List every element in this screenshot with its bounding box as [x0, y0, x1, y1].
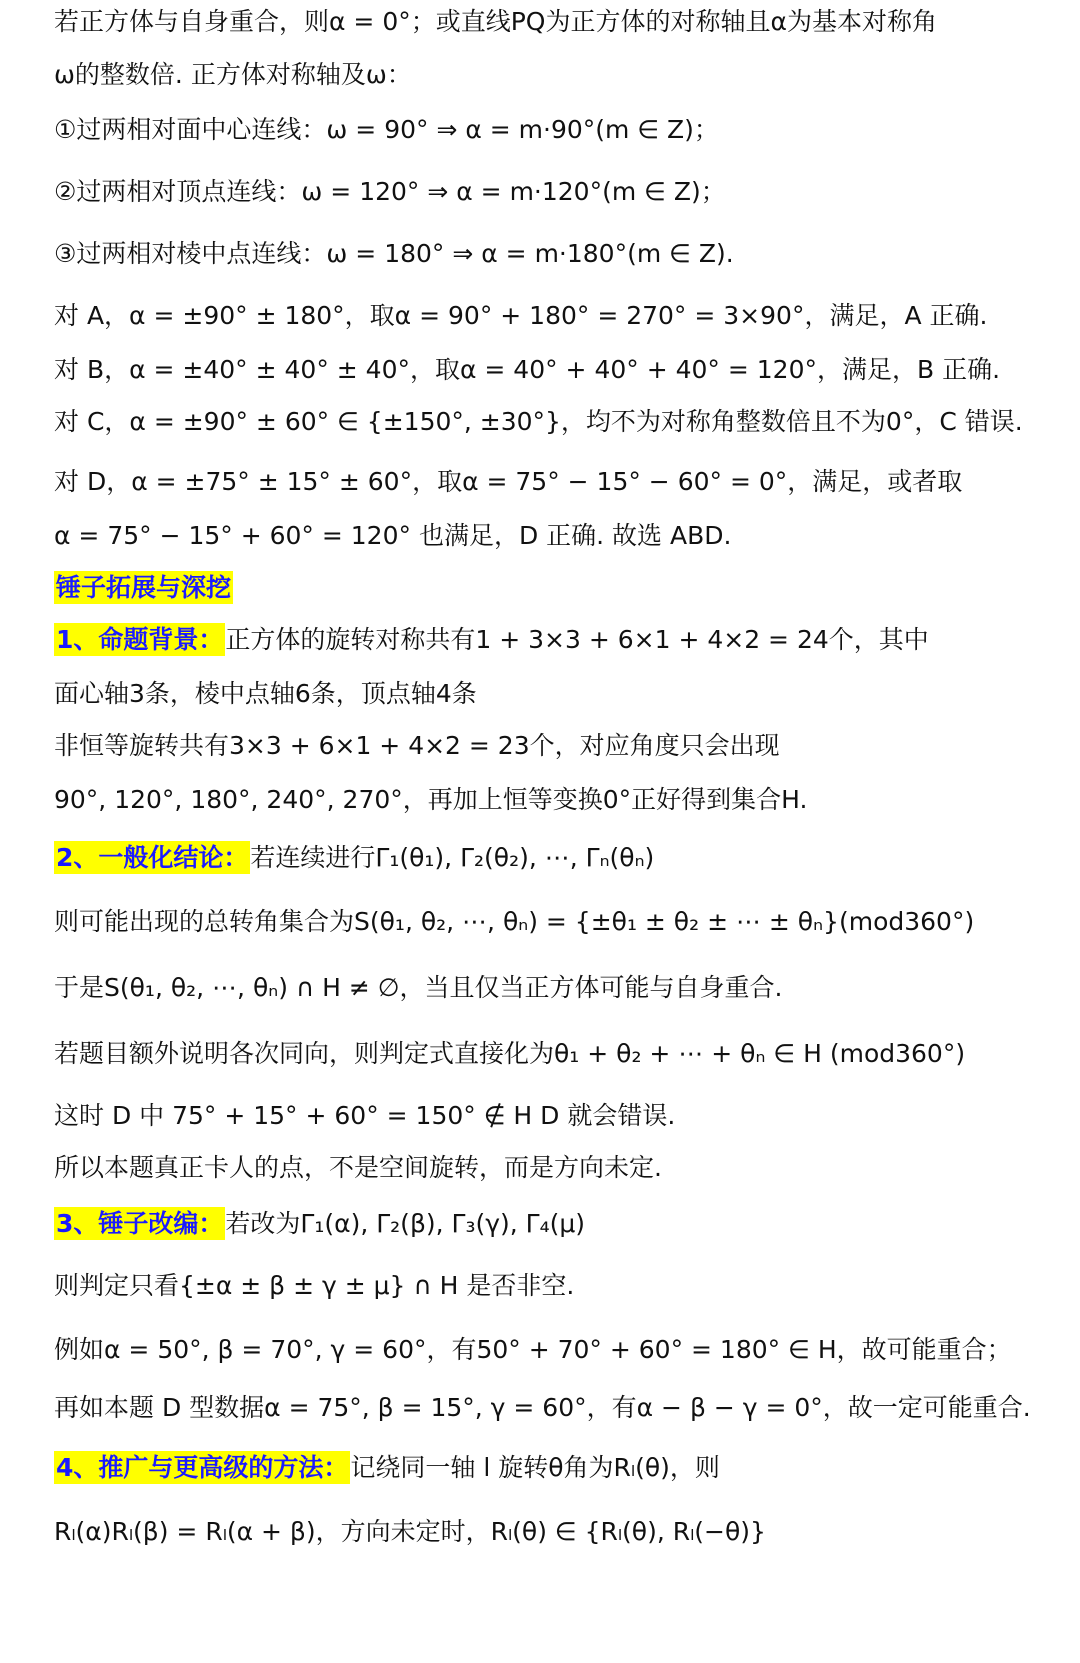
section-heading: 1、命题背景：	[56, 625, 224, 654]
section-heading: 2、一般化结论：	[56, 843, 249, 872]
text-line: ②过两相对顶点连线：ω = 120° ⇒ α = m·120°(m ∈ Z)；	[54, 177, 726, 206]
text-line: 非恒等旋转共有3×3 + 6×1 + 4×2 = 23个，对应角度只会出现	[54, 731, 780, 760]
section-row	[54, 620, 1064, 660]
text-line: 于是S(θ₁, θ₂, ⋯, θₙ) ∩ H ≠ ∅，当且仅当正方体可能与自身重合.	[54, 973, 783, 1002]
section-heading: 3、锤子改编：	[56, 1209, 224, 1238]
text-line: ①过两相对面中心连线：ω = 90° ⇒ α = m·90°(m ∈ Z)；	[54, 115, 719, 144]
text-line: ③过两相对棱中点连线：ω = 180° ⇒ α = m·180°(m ∈ Z).	[54, 239, 734, 268]
text-line: 若题目额外说明各次同向，则判定式直接化为θ₁ + θ₂ + ⋯ + θₙ ∈ H (mod360°)	[54, 1039, 966, 1068]
text-line: 再如本题 D 型数据α = 75°, β = 15°, γ = 60°，有α − β − γ = 0°，故一定可能重合.	[54, 1393, 1031, 1422]
section-text: 若连续进行Γ₁(θ₁), Γ₂(θ₂), ⋯, Γₙ(θₙ)	[250, 843, 655, 872]
section-text: 记绕同一轴 l 旋转θ角为Rₗ(θ)，则	[350, 1453, 720, 1482]
text-line: 例如α = 50°, β = 70°, γ = 60°，有50° + 70° + 60° = 180° ∈ H，故可能重合；	[54, 1335, 1012, 1364]
text-line: 对 C，α = ±90° ± 60° ∈ {±150°, ±30°}，均不为对称角整数倍且不为0°，C 错误.	[54, 407, 1023, 436]
text-line: ω的整数倍. 正方体对称轴及ω：	[54, 60, 412, 89]
text-line: 面心轴3条，棱中点轴6条，顶点轴4条	[54, 679, 477, 708]
section-heading: 锤子拓展与深挖	[56, 573, 232, 602]
text-line: 对 D，α = ±75° ± 15° ± 60°，取α = 75° − 15° − 60° = 0°，满足，或者取	[54, 467, 963, 496]
text-line: 则判定只看{±α ± β ± γ ± μ} ∩ H 是否非空.	[54, 1271, 575, 1300]
section-text: 正方体的旋转对称共有1 + 3×3 + 6×1 + 4×2 = 24个，其中	[225, 625, 929, 654]
text-line: 对 B，α = ±40° ± 40° ± 40°，取α = 40° + 40° + 40° = 120°，满足，B 正确.	[54, 355, 1001, 384]
text-line: Rₗ(α)Rₗ(β) = Rₗ(α + β)，方向未定时，Rₗ(θ) ∈ {Rₗ(θ), Rₗ(−θ)}	[54, 1517, 766, 1546]
section-row	[54, 838, 1064, 878]
text-line: 对 A，α = ±90° ± 180°，取α = 90° + 180° = 270° = 3×90°，满足，A 正确.	[54, 301, 988, 330]
section-heading: 4、推广与更高级的方法：	[56, 1453, 349, 1482]
section-text: 若改为Γ₁(α), Γ₂(β), Γ₃(γ), Γ₄(μ)	[225, 1209, 586, 1238]
text-line: 则可能出现的总转角集合为S(θ₁, θ₂, ⋯, θₙ) = {±θ₁ ± θ₂ ± ⋯ ± θₙ}(mod360°)	[54, 907, 975, 936]
text-line: 若正方体与自身重合，则α = 0°；或直线PQ为正方体的对称轴且α为基本对称角	[54, 7, 937, 36]
text-line: α = 75° − 15° + 60° = 120° 也满足，D 正确. 故选 ABD.	[54, 521, 732, 550]
section-row	[54, 1204, 1064, 1244]
text-line: 这时 D 中 75° + 15° + 60° = 150° ∉ H D 就会错误.	[54, 1101, 676, 1130]
text-line: 所以本题真正卡人的点，不是空间旋转，而是方向未定.	[54, 1153, 662, 1182]
section-row	[54, 1448, 1064, 1488]
section-heading-row	[54, 568, 1064, 608]
text-line: 90°, 120°, 180°, 240°, 270°，再加上恒等变换0°正好得到集合H.	[54, 785, 808, 814]
